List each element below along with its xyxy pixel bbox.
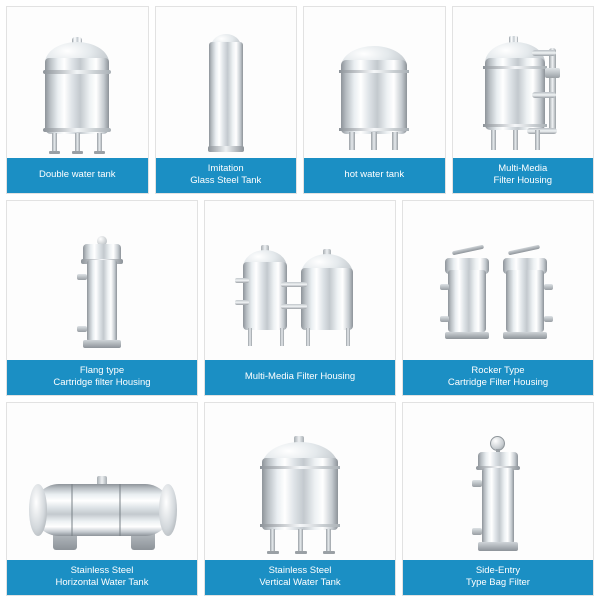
product-caption-line1: Stainless Steel	[268, 565, 332, 576]
product-caption	[453, 158, 594, 193]
product-caption-line2: Filter Housing	[493, 175, 553, 186]
product-card-double-water-tank[interactable]	[6, 6, 149, 194]
product-card-stainless-steel-vertical-water-tank[interactable]	[204, 402, 396, 596]
product-caption-line1: Rocker Type	[471, 365, 525, 376]
product-image-stainless-steel-horizontal-water-tank	[7, 403, 197, 560]
product-caption	[304, 158, 445, 193]
product-caption	[403, 560, 593, 595]
catalog-row	[6, 200, 594, 396]
product-card-multi-media-filter-housing-piped[interactable]	[452, 6, 595, 194]
product-card-stainless-steel-horizontal-water-tank[interactable]	[6, 402, 198, 596]
flang-type-cartridge-filter-housing-illustration	[77, 226, 127, 356]
catalog-row	[6, 6, 594, 194]
product-caption-line2: Cartridge Filter Housing	[447, 377, 549, 388]
product-caption	[7, 560, 197, 595]
product-image-stainless-steel-vertical-water-tank	[205, 403, 395, 560]
product-card-hot-water-tank[interactable]	[303, 6, 446, 194]
product-card-flang-type-cartridge-filter-housing[interactable]	[6, 200, 198, 396]
product-caption	[205, 360, 395, 395]
product-image-imitation-glass-steel-tank	[156, 7, 297, 158]
product-card-side-entry-type-bag-filter[interactable]	[402, 402, 594, 596]
product-image-hot-water-tank	[304, 7, 445, 158]
rocker-type-cartridge-housings-illustration	[438, 240, 558, 356]
product-image-flang-type-cartridge-filter-housing	[7, 201, 197, 360]
product-caption	[156, 158, 297, 193]
product-caption-line1: Flang type	[79, 365, 125, 376]
multi-media-filter-housing-illustration	[477, 32, 569, 154]
hot-water-tank-illustration	[337, 42, 411, 154]
product-caption-line2: Horizontal Water Tank	[55, 577, 149, 588]
product-image-side-entry-type-bag-filter	[403, 403, 593, 560]
product-caption-line1: Multi-Media Filter Housing	[244, 371, 356, 382]
product-caption-line2: Vertical Water Tank	[259, 577, 341, 588]
double-water-tank-illustration	[39, 36, 115, 154]
side-entry-bag-filter-illustration	[470, 428, 526, 556]
product-caption-line2: Cartridge filter Housing	[53, 377, 151, 388]
product-caption	[7, 158, 148, 193]
product-caption	[7, 360, 197, 395]
product-caption	[205, 560, 395, 595]
product-caption-line1: hot water tank	[344, 169, 405, 180]
product-caption-line1: Double water tank	[38, 169, 116, 180]
product-card-multi-media-filter-housing[interactable]	[204, 200, 396, 396]
vertical-water-tank-illustration	[256, 434, 344, 556]
product-caption-line2: Type Bag Filter	[466, 577, 530, 588]
imitation-glass-steel-tank-illustration	[209, 32, 243, 154]
catalog-row	[6, 402, 594, 596]
product-caption-line1: Multi-Media	[498, 163, 548, 174]
product-caption	[403, 360, 593, 395]
product-image-multi-media-filter-housing	[205, 201, 395, 360]
product-caption-line1: Side-Entry	[475, 565, 521, 576]
product-caption-line1: Imitation	[207, 163, 244, 174]
product-caption-line1: Stainless Steel	[70, 565, 134, 576]
product-card-imitation-glass-steel-tank[interactable]	[155, 6, 298, 194]
product-image-rocker-type-cartridge-filter-housing	[403, 201, 593, 360]
product-caption-line2: Glass Steel Tank	[190, 175, 262, 186]
product-image-multi-media-filter-housing-piped	[453, 7, 594, 158]
product-image-double-water-tank	[7, 7, 148, 158]
twin-filter-tanks-illustration	[235, 238, 365, 356]
horizontal-water-tank-illustration	[27, 470, 177, 556]
product-card-rocker-type-cartridge-filter-housing[interactable]	[402, 200, 594, 396]
